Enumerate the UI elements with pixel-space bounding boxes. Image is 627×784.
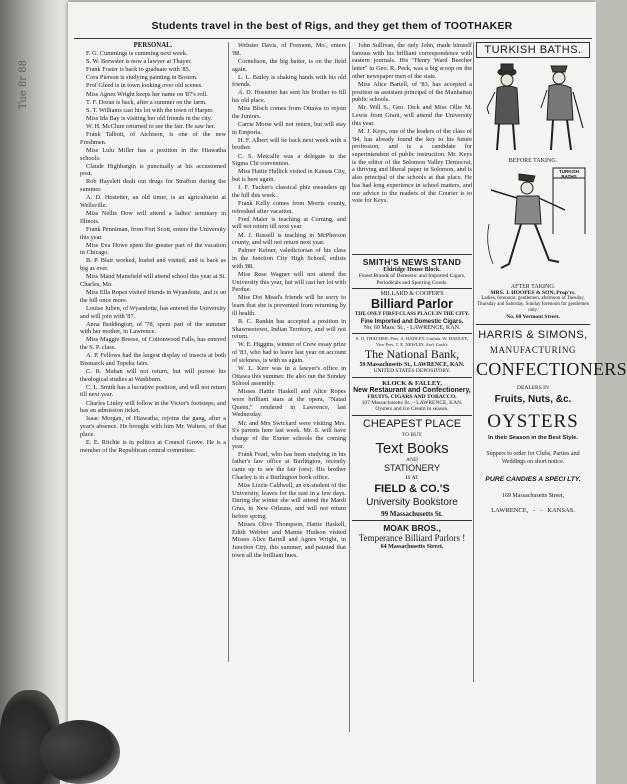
- personal-paragraph: Charles Linley will follow in the Victor's footsteps, and has an admission ticket.: [80, 399, 226, 415]
- ad-rule: [476, 324, 590, 325]
- klock-fruits: FRUITS, CIGARS AND TOBACCO.: [367, 393, 457, 400]
- personal-paragraph: A. D. Hostetter, an old timer, is an agriculturist at Wellsville.: [80, 194, 226, 209]
- column-divider: [228, 42, 229, 662]
- temperance-parlors: Temperance Billiard Parlors !: [358, 532, 466, 543]
- field-bookstore-ad: [352, 418, 472, 518]
- pure-candies: PURE CANDIES A SPECI LTY.: [485, 476, 581, 483]
- harris-simons: HARRIS & SIMONS,: [478, 329, 588, 341]
- personal-paragraph: Miss Eva Howe spent the greater part of the vacation in Chicago.: [80, 241, 226, 257]
- column-2-paragraph: A. D. Hostetter has sent his brother to fill his old place.: [232, 89, 346, 105]
- and-word: AND: [406, 456, 418, 463]
- ad-rule: [352, 254, 472, 255]
- personal-paragraph: T. F. Doran is back, after a summer on the farm.: [86, 98, 207, 106]
- personal-paragraph: Isaac Morgan, of Hiawatha, rejoins the gang, after a year's absence. He brought with him Mr. Walters, of that place.: [80, 415, 226, 438]
- thumb-shadow: [40, 720, 120, 784]
- advertisements-column: [352, 252, 472, 672]
- header-rule: [74, 38, 592, 39]
- hs-city: LAWRENCE, - - KANSAS.: [491, 507, 575, 514]
- klock-name: KLOCK & FALLEY,: [382, 379, 442, 387]
- before-taking-caption: BEFORE TAKING.: [508, 158, 558, 164]
- personal-paragraph: Frank Foster is back to graduate with '85.: [86, 66, 191, 74]
- column-2-paragraph: Frank Fearl, who has been studying in his father's law office at Burlington, recently came up to see the fair (oes). His brother Charley is in a Burlington book office.: [232, 450, 346, 481]
- before-taking-illustration: [479, 58, 587, 158]
- column-2-paragraph: Miss Hattie Hullick visited in Kansas City, but is here again.: [232, 168, 346, 184]
- personal-paragraph: Anna Beddington, of '78, spent part of the summer with her mother, in Lawrence.: [80, 320, 226, 336]
- personal-paragraph: Miss Nellie Dow will attend a ladies' seminary in Illinois.: [80, 210, 226, 225]
- column-divider: [473, 42, 474, 682]
- hoopes-address: No. 60 Vermont Street.: [506, 314, 560, 320]
- bank-depository: UNITED STATES DEPOSITORY.: [373, 368, 451, 374]
- turkish-baths-title: TURKISH BATHS.: [476, 42, 590, 58]
- after-taking-figure: [479, 164, 587, 284]
- moak-address: 64 Massachusetts Street.: [380, 543, 444, 550]
- bank-name: The National Bank,: [364, 347, 460, 361]
- column-2-paragraph: Miss Lizzie Caldwell, an ex-student of the University, leaves for the east in a few days. During the winter she will attend the Mardi Gras, in New Orleans, and will not return before spring.: [232, 481, 346, 520]
- column-2-paragraph: H. F. Albert will be back next week with a brother.: [232, 136, 346, 152]
- personal-paragraph: Miss Lulu Miller has a position in the Hiawatha schools.: [80, 146, 226, 162]
- column-2-paragraph: Miss Dot Mead's friends will be sorry to learn that she is prevented from returning by ill health.: [232, 294, 346, 317]
- column-3-paragraph: M. J. Keys, one of the leaders of the class of '84, has already found the key to his future profession, and is a candidate for superintendent of public instruction. Mr. Keys is the editor of the Solomon Valley Democrat, a thriving and liberal paper in Solomon, and is also principal of the schools at that place. He has had long experience in school matters, and our advice to the readers of the Courier is to vote for Keys.: [352, 127, 472, 205]
- suppers-to-order: Suppers to order for Clubs, Parties and Weddings on short notice.: [486, 451, 580, 465]
- column-2-paragraph: Palmer Ketner, valedictorian of his class in the Junction City High School, enlists with '88.: [232, 247, 346, 270]
- manufacturing: MANUFACTURING: [489, 345, 577, 355]
- personal-paragraph: Louise Julien, of Wyandotte, has entered the University and will join with '87.: [80, 304, 226, 320]
- after-taking-caption: AFTER TAKING.: [510, 284, 556, 290]
- cheapest-place: CHEAPEST PLACE: [362, 417, 462, 430]
- binding-handwritten-note: Tue 8r 88: [18, 60, 29, 110]
- smith-subtitle: Eldridge House Block.: [383, 267, 441, 273]
- to-buy: TO BUY: [401, 431, 423, 438]
- column-2-paragraph: Miss Rose Wagner will not attend the University this year, but will cast her lot with Perdue.: [232, 270, 346, 294]
- ad-rule: [352, 377, 472, 378]
- is-at: IS AT: [405, 474, 419, 481]
- ad-rule: [352, 520, 472, 521]
- column-2-paragraph: Miss Bloch comes from Ottawa to rejoin the Juniors.: [232, 105, 346, 120]
- column-personal: [80, 42, 226, 662]
- personal-paragraph: A. P. Fellows had the largest display of insects at both Bismarck and Topeka fairs.: [80, 352, 226, 367]
- klock-falley-ad: [352, 380, 472, 413]
- personal-items: [80, 50, 226, 454]
- fruits-nuts: Fruits, Nuts, &c.: [494, 394, 572, 405]
- column-2-paragraph: Frank Kelly comes from Morris county, refreshed after vacation.: [232, 199, 346, 215]
- smith-news-stand-ad: [352, 257, 472, 286]
- stationery: STATIONERY: [383, 462, 440, 473]
- column-2-paragraph: Cornelison, the big batter, is on the field again.: [232, 57, 346, 73]
- personal-paragraph: Frank Penniman, from Fort Scott, enters the University this year.: [80, 225, 226, 241]
- personal-paragraph: W. H. McClure returned to see the fair. He saw her.: [86, 122, 216, 130]
- column-2-paragraph: Carrie Morse will not return, but will stay in Emporia.: [232, 120, 346, 136]
- billiard-tagline: Fine Imported and Domestic Cigars.: [360, 319, 464, 325]
- personal-paragraph: S. W. Brewster is now a lawyer at Thayer.: [86, 58, 192, 66]
- smith-line: Finest Brands of Domestic and Imported Cigars, Periodicals and Sporting Goods.: [358, 273, 466, 286]
- personal-paragraph: C. R. Mahan will not return, but will pursue his theological studies at Washburn.: [80, 367, 226, 383]
- personal-heading: PERSONAL.: [133, 42, 173, 49]
- bank-address: 59 Massachusetts St., LAWRENCE, KAN.: [359, 362, 465, 368]
- in-season: In their Season in the Best Style.: [488, 435, 578, 441]
- dealers-in: DEALERS IN: [517, 385, 549, 391]
- page-header: Students travel in the best of Rigs, and they get them of TOOTHAKER: [151, 20, 513, 32]
- column-2-paragraph: Mr. and Mrs Swickard were visiting Mrs. S's parents here last week. Mr. S. will have charge of the Exeter schools the coming year.: [232, 419, 346, 450]
- personal-paragraph: Prof Gleed is in town looking over old scenes.: [86, 82, 203, 90]
- book-binding: [0, 0, 68, 784]
- billiard-address: No. 60 Mass. St., - LAWRENCE, KAN.: [363, 325, 461, 331]
- personal-paragraph: Frank Talbott, of Atchison, is one of the new Freshmen.: [80, 131, 226, 146]
- personal-paragraph: Claude Highbargin is punctually at his accustomed post.: [80, 162, 226, 178]
- personal-paragraph: F. G. Cummings is cumming next week.: [86, 50, 188, 58]
- ad-rule: [352, 288, 472, 289]
- personal-paragraph: E. E. Ritchie is in politics at Council Grove. He is a member of the Republican central committee.: [80, 438, 226, 454]
- right-advertisements: [476, 42, 627, 682]
- column-3-paragraph: John Sullivan, the only John, made himself famous with his brilliant correspondence with eastern journals. His "Henry Ward Beecher letter" to Geo. R. Peck, was a big scoop on the other newspaper men of the state.: [352, 42, 472, 80]
- personal-paragraph: S. T. Williams cast his lot with the town of Harper.: [86, 106, 214, 114]
- hoopes-hours: Ladies, forenoon; gentlemen, afternoon of Tuesday, Thursday and Saturday. Sunday forenoon for gentlemen only.: [476, 296, 589, 313]
- column-2-paragraph: M. J. Russell is teaching in McPherson county, and will not return next year.: [232, 231, 346, 247]
- personal-paragraph: Miss Agnes Wright keeps her name on '87's roll.: [86, 90, 208, 98]
- column-2-paragraph: L. L. Bailey is shaking hands with his old friends.: [232, 73, 346, 89]
- national-bank-ad: [352, 336, 472, 375]
- column-2-paragraph: J. F. Tucker's classical phiz meanders up the hill this week.: [232, 184, 346, 199]
- moak-name: MOAK BROS.,: [383, 522, 441, 533]
- bank-officers: S. O. THACHER, Pres. A. HADLEY, Cashier. W. HADLEY, Vice Pres. T. E. NEWLIN, Ass't Cash'r.: [355, 336, 469, 347]
- column-divider: [349, 42, 350, 732]
- turkish-baths-sign: TURKISH BATHS: [559, 169, 579, 179]
- column-2-paragraph: Fred Maier is teaching at Corning, and will not return till next year.: [232, 215, 346, 231]
- university-bookstore: University Bookstore: [366, 496, 458, 508]
- ad-rule: [352, 415, 472, 416]
- confectioners: CONFECTIONERS: [476, 359, 627, 379]
- column-2: [232, 42, 346, 732]
- personal-paragraph: Miss Ida Bay is visiting her old friends in the city.: [86, 114, 213, 122]
- personal-paragraph: Cora Pierson is studying painting in Boston.: [86, 74, 198, 82]
- column-2-paragraph: Misses Olive Thompson, Hattie Haskell, Edith Webber and Mamie Hudson visited Misses Alice Bartell and Agnes Wright, in Junction City, this summer, and painted that town all the brilliant hues.: [232, 520, 346, 559]
- column-3-items: [352, 42, 472, 205]
- oysters: OYSTERS: [487, 411, 579, 432]
- smith-title: SMITH'S NEWS STAND: [362, 257, 462, 267]
- column-2-items: [232, 42, 346, 559]
- personal-paragraph: C. L. Smith has a lucrative position, and will not return till next year.: [80, 383, 226, 399]
- column-2-paragraph: W. L. Kerr was in a lawyer's office in Ottawa this summer. He also ran the Sunday School assembly.: [232, 364, 346, 388]
- after-taking-illustration: [479, 164, 587, 284]
- personal-paragraph: B. P. Blair worked, loafed and visited, and is back as big as ever.: [80, 257, 226, 273]
- column-2-paragraph: W. E. Higgins, winner of Crew essay prize of '83, who had to leave last year on account of sickness, is with us again.: [232, 341, 346, 364]
- ad-rule: [352, 333, 472, 334]
- field-address: 99 Massachusetts St.: [381, 509, 443, 518]
- before-taking-figures: [479, 58, 587, 158]
- column-2-paragraph: Webster Davis, of Fremont, Mo., enters '88.: [232, 42, 346, 57]
- billiard-subtitle: THE ONLY FIRST-CLASS PLACE IN THE CITY.: [354, 311, 470, 317]
- moak-bros-ad: [352, 523, 472, 550]
- personal-paragraph: Rob Hayslett dealt out drugs for Straffon during the summer.: [80, 178, 226, 194]
- column-3-paragraph: Mr. Will S., Geo. Dick and Miss Ollie M. Lewis from Grant, will attend the University this year.: [352, 104, 472, 127]
- column-2-paragraph: C. S. Metcalfe was a delegate to the Sigma Chi convention.: [232, 152, 346, 168]
- column-3-paragraph: Miss Alice Bartell, of '83, has accepted a position as assistant principal of the Manhattan public schools.: [352, 80, 472, 104]
- field-co: FIELD & CO.'S: [374, 482, 450, 495]
- personal-paragraph: Miss Ella Ropes visited friends in Wyandotte, and is on the hill once more.: [80, 289, 226, 304]
- hoopes-proprietors: MRS. J. HOOPES & SON, Prop'rs.: [490, 290, 576, 296]
- klock-oysters: Oysters and Ice Cream in season.: [375, 406, 449, 412]
- klock-line: New Restaurant and Confectionery,: [353, 386, 471, 394]
- personal-paragraph: Miss Maggie Breese, of Cottonwood Falls, has entered the S. P. class.: [80, 336, 226, 352]
- column-2-paragraph: R. C. Rankin has accepted a position in Shawneetown, Indian Territory, and will not return.: [232, 317, 346, 341]
- billiard-parlor-ad: [352, 291, 472, 331]
- personal-paragraph: Miss Maud Mansfield will attend school this year at St. Charles, Mo.: [80, 273, 226, 288]
- hs-address: 169 Massachusetts Street,: [501, 493, 565, 499]
- text-books: Text Books: [375, 439, 449, 457]
- millard-names: MILLARD & COOPER'S: [380, 291, 444, 297]
- newspaper-page: [68, 2, 627, 784]
- klock-address: 107 Massachusetts St., - LAWRENCE, KAN.: [361, 399, 463, 406]
- billiard-title: Billiard Parlor: [371, 297, 453, 311]
- column-2-paragraph: Misses Hattie Haskell and Alice Ropes were brilliant stars at the opera, "Naiad Queen," rendered in Lawrence, last Wednesday.: [232, 388, 346, 419]
